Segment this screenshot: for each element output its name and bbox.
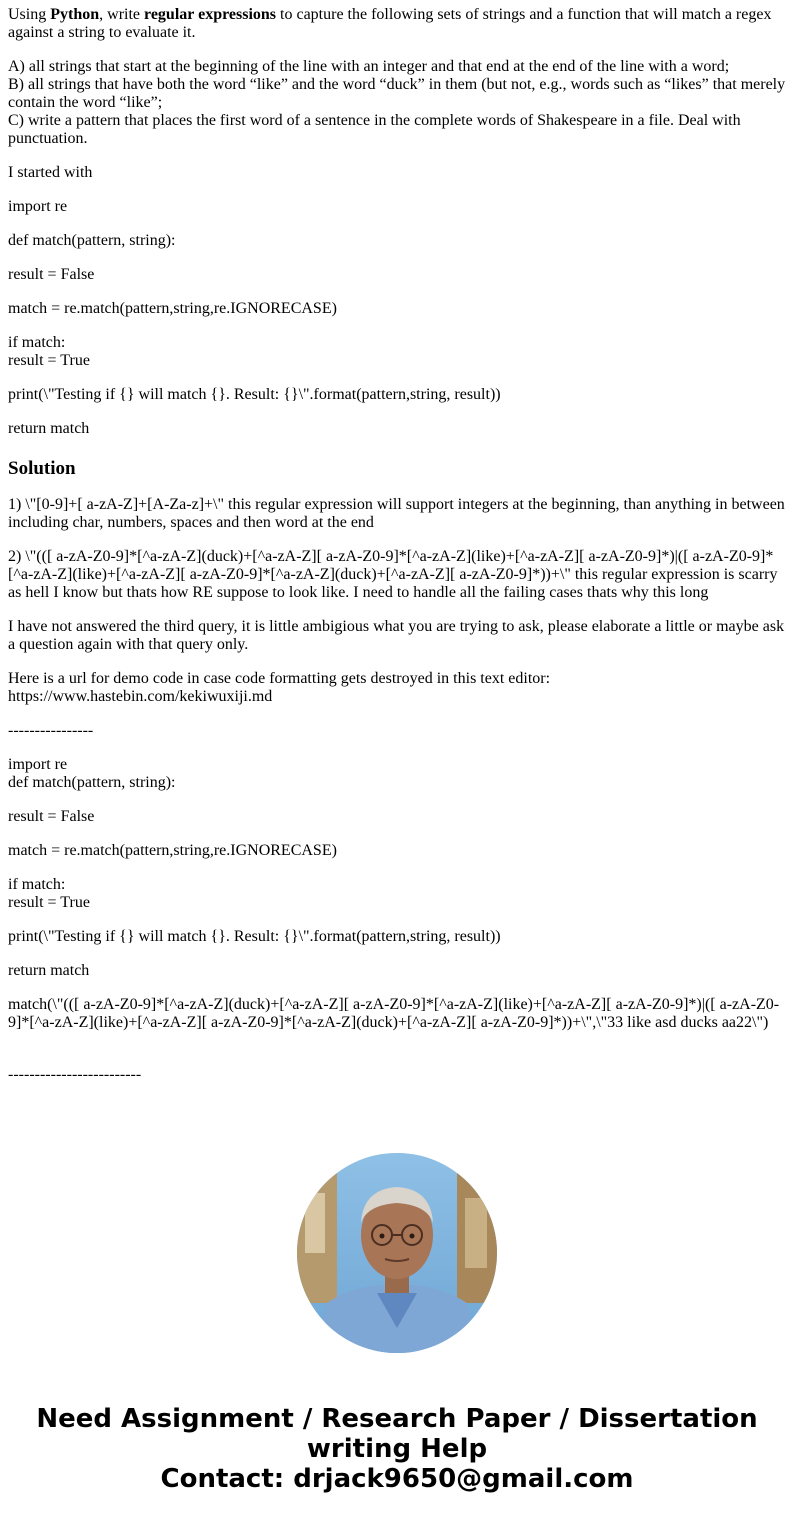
divider-2: -------------------------	[8, 1066, 142, 1083]
url-intro: Here is a url for demo code in case code formatting gets destroyed in this text editor:	[8, 670, 551, 687]
author-portrait-icon	[297, 1153, 497, 1353]
task-a: A) all strings that start at the beginning of the line with an integer and that end at the end of the line with a word;	[8, 58, 730, 75]
promo-contact: Contact: drjack9650@gmail.com	[160, 1464, 634, 1494]
solution-1: 1) \"[0-9]+[ a-zA-Z]+[A-Za-z]+\" this regular expression will support integers at the beginning, than anything in between including char, numbers, spaces and then word at the end	[8, 496, 785, 531]
code1-match-line: match = re.match(pattern,string,re.IGNORECASE)	[8, 300, 337, 317]
code1-return-line: return match	[8, 420, 90, 437]
divider-1: ----------------	[8, 722, 94, 739]
code2-def: def match(pattern, string):	[8, 774, 176, 791]
code1-result-false: result = False	[8, 266, 95, 283]
code1-def: def match(pattern, string):	[8, 232, 176, 249]
python-bold: Python	[50, 6, 100, 23]
author-avatar	[297, 1153, 497, 1353]
code1-if-block	[8, 334, 788, 370]
url-paragraph	[8, 670, 788, 706]
task-list	[8, 58, 788, 148]
code1-result-true: result = True	[8, 352, 90, 369]
regex-bold: regular expressions	[144, 6, 277, 23]
url-link: https://www.hastebin.com/kekiwuxiji.md	[8, 688, 273, 705]
code2-result-true: result = True	[8, 894, 90, 911]
code1-import: import re	[8, 198, 68, 215]
code2-call-line: match(\"(([ a-zA-Z0-9]*[^a-zA-Z](duck)+[^a-zA-Z][ a-zA-Z0-9]*[^a-zA-Z](like)+[^a-zA-Z][ a-zA-Z0-9]*)|([ a-zA-Z0-9]*[^a-zA-Z](like)+[^a-zA-Z][ a-zA-Z0-9]*[^a-zA-Z](duck)+[^a-zA-Z][ a-zA-Z0-9]*))+\",\"33 like asd ducks aa22\")	[8, 996, 780, 1031]
solution-2: 2) \"(([ a-zA-Z0-9]*[^a-zA-Z](duck)+[^a-zA-Z][ a-zA-Z0-9]*[^a-zA-Z](like)+[^a-zA-Z][ a-zA-Z0-9]*)|([ a-zA-Z0-9]*[^a-zA-Z](like)+[^a-zA-Z][ a-zA-Z0-9]*[^a-zA-Z](duck)+[^a-zA-Z][ a-zA-Z0-9]*))+\" this regular expression is scarry as hell I know but thats how RE suppose to look like. I need to handle all the failing cases thats why this long	[8, 548, 778, 601]
solution-3: I have not answered the third query, it is little ambigious what you are trying to ask, please elaborate a little or maybe ask a question again with that query only.	[8, 618, 785, 653]
code2-result-false: result = False	[8, 808, 95, 825]
code2-if-block	[8, 876, 788, 912]
code2-print-line: print(\"Testing if {} will match {}. Result: {}\".format(pattern,string, result))	[8, 928, 501, 945]
article-body	[8, 6, 788, 1100]
task-b: B) all strings that have both the word “like” and the word “duck” in them (but not, e.g., words such as “likes” that merely contain the word “like”;	[8, 76, 786, 111]
promo-banner	[0, 1404, 794, 1494]
solution-heading: Solution	[8, 458, 76, 479]
code2-if-match: if match:	[8, 876, 66, 893]
intro-paragraph: Using Python, write regular expressions to capture the following sets of strings and a function that will match a regex against a string to evaluate it.	[8, 6, 772, 41]
code2-header	[8, 756, 788, 792]
code1-if-match: if match:	[8, 334, 66, 351]
code2-match-line: match = re.match(pattern,string,re.IGNORECASE)	[8, 842, 337, 859]
code2-return-line: return match	[8, 962, 90, 979]
code1-print-line: print(\"Testing if {} will match {}. Result: {}\".format(pattern,string, result))	[8, 386, 501, 403]
code2-import: import re	[8, 756, 68, 773]
promo-line-2: writing Help	[306, 1434, 488, 1464]
task-c: C) write a pattern that places the first word of a sentence in the complete words of Shakespeare in a file. Deal with punctuation.	[8, 112, 741, 147]
started-text: I started with	[8, 164, 93, 181]
promo-line-1: Need Assignment / Research Paper / Dissertation	[36, 1404, 758, 1434]
